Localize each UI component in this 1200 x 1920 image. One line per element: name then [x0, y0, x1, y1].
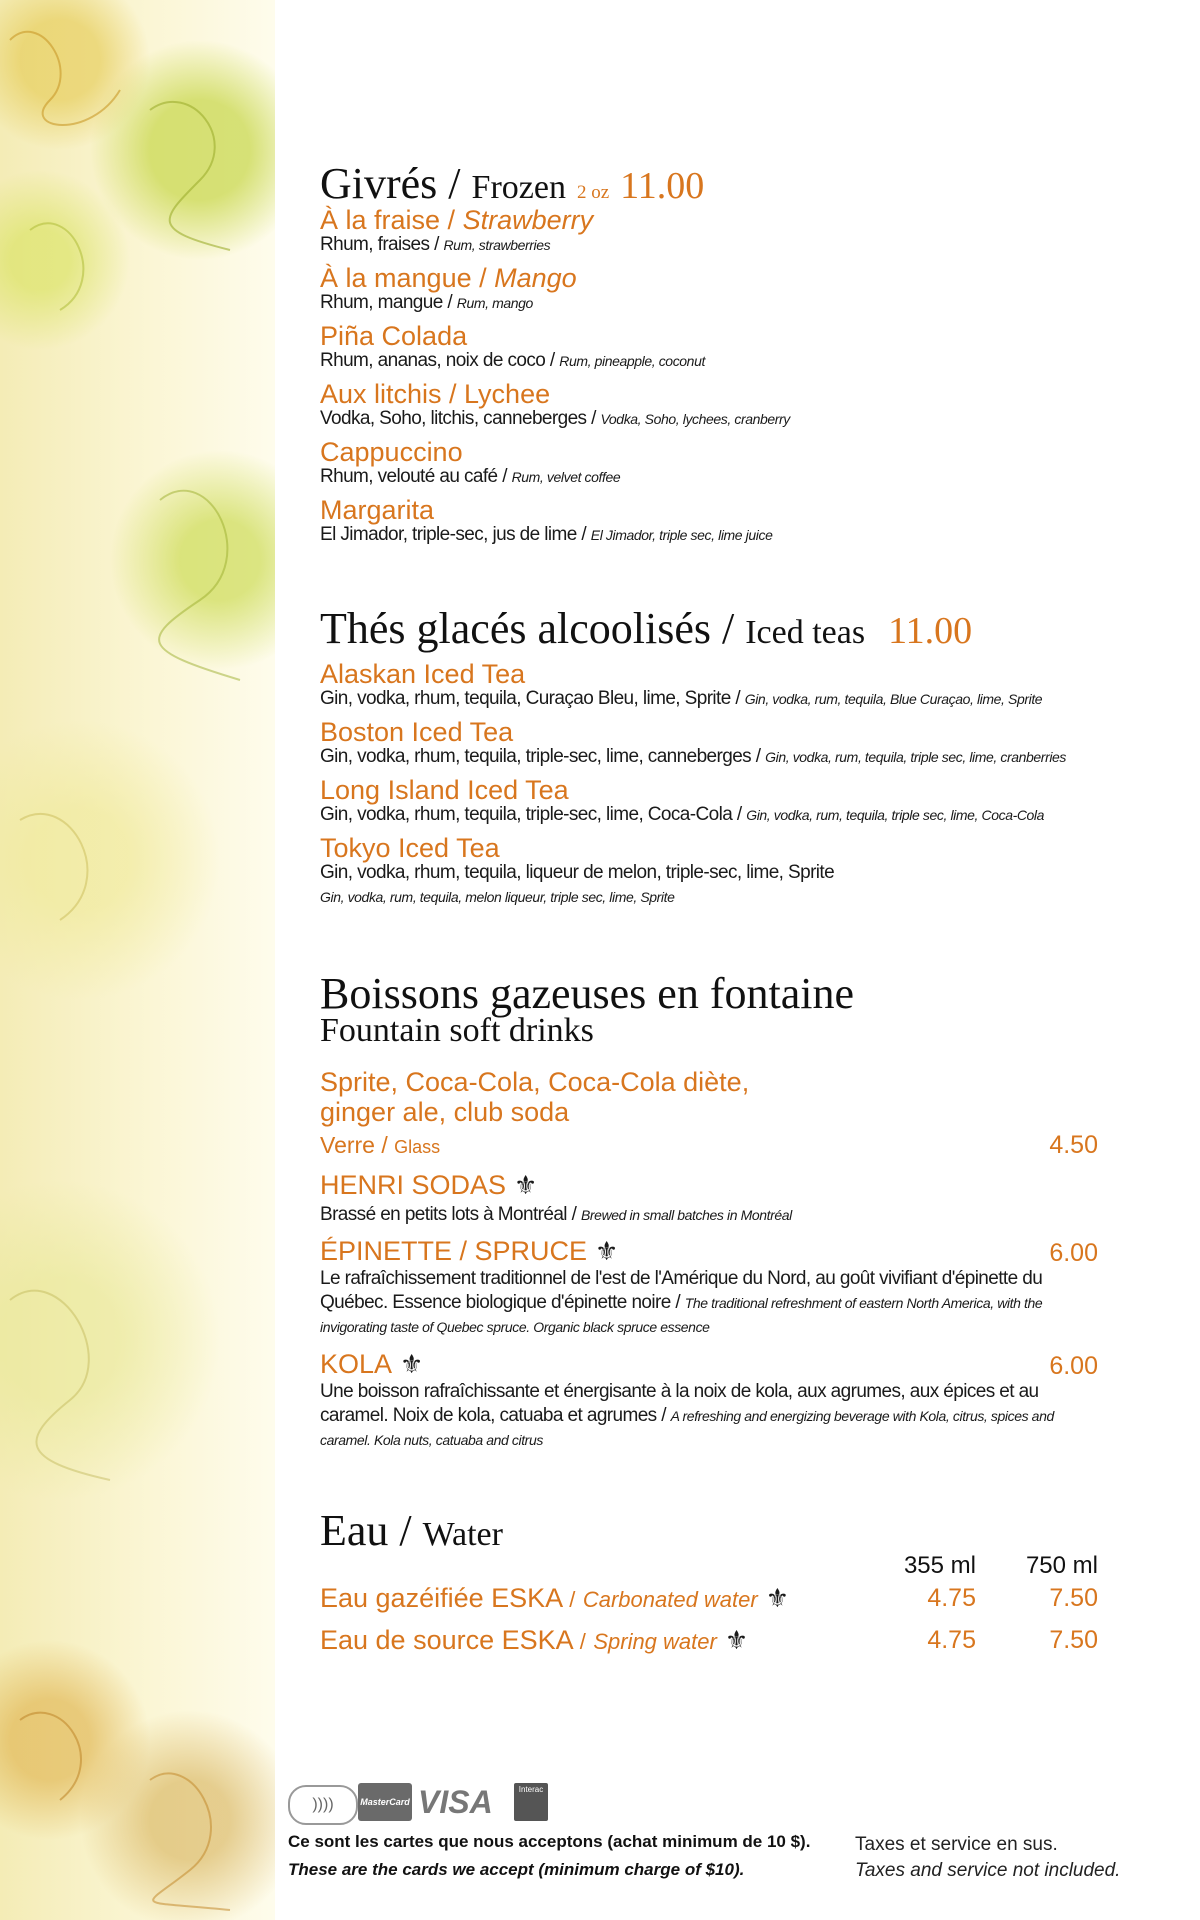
desc-fr: Le rafraîchissement traditionnel de l'est de l'Amérique du Nord, au goût vivifiant d'épinette du Québec. Essence biologique d'épinette noire /: [320, 1268, 1043, 1313]
fleur-de-lis-icon: ⚜: [595, 1236, 619, 1266]
desc-fr: Rhum, ananas, noix de coco /: [320, 350, 555, 371]
water-row: [320, 1583, 789, 1614]
frozen-item-title: [320, 263, 577, 294]
desc-en: Rum, strawberries: [443, 237, 551, 253]
desc-en: Gin, vodka, rum, tequila, Blue Curaçao, lime, Sprite: [744, 691, 1043, 707]
item-name-fr: À la mangue /: [320, 263, 487, 293]
kola-name: KOLA: [320, 1349, 393, 1379]
section-title-soft-drinks: Boissons gazeuses en fontaine: [320, 969, 854, 1018]
henri-sodas-desc: [320, 1204, 792, 1226]
water-title-en: Water: [422, 1516, 503, 1553]
frozen-item-title: [320, 379, 550, 410]
desc-en: Rum, mango: [456, 295, 533, 311]
section-title-water: [320, 1505, 503, 1556]
henri-sodas-title: [320, 1170, 537, 1201]
iced-tea-desc-en: [320, 886, 675, 908]
frozen-item-desc: [320, 234, 550, 256]
glass-en: Glass: [394, 1137, 441, 1157]
item-name-fr: Aux litchis / Lychee: [320, 379, 551, 409]
frozen-item-desc: [320, 350, 705, 372]
desc-en: Rum, velvet coffee: [511, 469, 621, 485]
desc-en: Gin, vodka, rum, tequila, triple sec, lime, Coca-Cola: [746, 807, 1045, 823]
section-title-frozen: [320, 158, 704, 209]
frozen-item-title: [320, 437, 463, 468]
water-price-750: 7.50: [1049, 1626, 1098, 1654]
frozen-price: 11.00: [620, 165, 705, 207]
desc-en: Gin, vodka, rum, tequila, triple sec, lime, cranberries: [765, 749, 1067, 765]
desc-fr: Une boisson rafraîchissante et énergisante à la noix de kola, aux agrumes, aux épices et au caramel. Noix de kola, catuaba et agrumes /: [320, 1381, 1039, 1426]
glass-label: [320, 1132, 440, 1159]
desc-en: A refreshing and energizing beverage with Kola, citrus, spices and caramel. Kola nuts, catuaba and citrus: [320, 1408, 1054, 1448]
henri-name: HENRI SODAS: [320, 1170, 507, 1200]
frozen-item-title: [320, 321, 467, 352]
frozen-item-desc: [320, 292, 533, 314]
iced-tea-desc: [320, 804, 1044, 826]
item-name-en: Mango: [494, 263, 577, 293]
water-name-fr: Eau de source ESKA: [320, 1625, 573, 1655]
desc-fr: Brassé en petits lots à Montréal /: [320, 1204, 577, 1225]
iced-tea-name: Long Island Iced Tea: [320, 775, 569, 805]
tax-note-en: Taxes and service not included.: [855, 1860, 1121, 1881]
desc-en: The traditional refreshment of eastern North America, with the invigorating taste of Quebec spruce. Organic black spruce essence: [320, 1295, 1043, 1335]
spruce-name: ÉPINETTE / SPRUCE: [320, 1236, 588, 1266]
fleur-de-lis-icon: ⚜: [724, 1625, 749, 1655]
glass-price: 4.50: [1049, 1131, 1098, 1159]
cards-note-fr: Ce sont les cartes que nous acceptons (achat minimum de 10 $).: [288, 1832, 811, 1851]
desc-en: Vodka, Soho, lychees, cranberry: [600, 411, 790, 427]
iced-teas-title-fr: Thés glacés alcoolisés /: [320, 604, 735, 653]
item-name-en: Strawberry: [462, 205, 594, 235]
frozen-item-desc: [320, 524, 772, 546]
iced-tea-name: Boston Iced Tea: [320, 717, 514, 747]
water-name-fr: Eau gazéifiée ESKA: [320, 1583, 562, 1613]
frozen-size: 2 oz: [576, 182, 610, 203]
fountain-list-line1: Sprite, Coca-Cola, Coca-Cola diète,: [320, 1067, 750, 1097]
desc-fr: Rhum, mangue /: [320, 292, 453, 313]
fleur-de-lis-icon: ⚜: [514, 1170, 538, 1200]
kola-desc: [320, 1380, 1100, 1452]
section-title-iced-teas: [320, 603, 972, 654]
contactless-icon: )))): [288, 1785, 358, 1825]
spruce-price: 6.00: [1049, 1239, 1098, 1267]
desc-fr: Gin, vodka, rhum, tequila, triple-sec, lime, Coca-Cola /: [320, 804, 742, 825]
water-col-750: 750 ml: [1025, 1552, 1098, 1579]
spruce-title: [320, 1236, 618, 1267]
water-price-355: 4.75: [927, 1584, 976, 1612]
iced-tea-desc-fr: Gin, vodka, rhum, tequila, liqueur de melon, triple-sec, lime, Sprite: [320, 862, 835, 883]
fleur-de-lis-icon: ⚜: [765, 1583, 790, 1613]
item-name-fr: Cappuccino: [320, 437, 463, 467]
glass-fr: Verre /: [320, 1132, 388, 1158]
desc-en: El Jimador, triple sec, lime juice: [590, 527, 773, 543]
desc-fr: Rhum, velouté au café /: [320, 466, 507, 487]
desc-en: Gin, vodka, rum, tequila, melon liqueur, triple sec, lime, Sprite: [320, 889, 675, 905]
frozen-item-desc: [320, 466, 620, 488]
decorative-sidebar: [0, 0, 275, 1920]
iced-teas-price: 11.00: [888, 610, 973, 652]
water-col-355: 355 ml: [903, 1552, 976, 1579]
mastercard-logo: MasterCard: [358, 1783, 412, 1821]
desc-fr: Vodka, Soho, litchis, canneberges /: [320, 408, 596, 429]
floral-pattern: [0, 0, 275, 1920]
item-name-fr: Piña Colada: [320, 321, 468, 351]
water-row: [320, 1625, 748, 1656]
frozen-title-fr: Givrés /: [320, 159, 461, 208]
section-subtitle-soft-drinks: Fountain soft drinks: [320, 1012, 594, 1049]
iced-tea-desc: [320, 746, 1066, 768]
iced-tea-name: Alaskan Iced Tea: [320, 659, 526, 689]
tax-note-fr: Taxes et service en sus.: [855, 1834, 1058, 1855]
kola-price: 6.00: [1049, 1352, 1098, 1380]
desc-en: Brewed in small batches in Montréal: [580, 1207, 792, 1223]
iced-tea-desc: [320, 688, 1042, 710]
desc-en: Rum, pineapple, coconut: [559, 353, 705, 369]
desc-fr: Gin, vodka, rhum, tequila, Curaçao Bleu, lime, Sprite /: [320, 688, 741, 709]
water-title-fr: Eau /: [320, 1506, 412, 1555]
desc-fr: Rhum, fraises /: [320, 234, 439, 255]
water-name-en: Carbonated water: [582, 1587, 758, 1612]
iced-tea-name: Tokyo Iced Tea: [320, 833, 500, 863]
frozen-item-title: [320, 495, 434, 526]
cards-note-en: These are the cards we accept (minimum charge of $10).: [288, 1860, 745, 1879]
frozen-title-en: Frozen: [471, 169, 566, 206]
spruce-desc: [320, 1267, 1100, 1339]
frozen-item-title: [320, 205, 593, 236]
water-name-en: Spring water: [593, 1629, 717, 1654]
item-name-fr: Margarita: [320, 495, 435, 525]
item-name-fr: À la fraise /: [320, 205, 456, 235]
visa-logo: VISA: [418, 1784, 493, 1820]
fountain-list-line2: ginger ale, club soda: [320, 1097, 570, 1127]
interac-logo: Interac: [514, 1783, 548, 1821]
water-price-750: 7.50: [1049, 1584, 1098, 1612]
desc-fr: El Jimador, triple-sec, jus de lime /: [320, 524, 587, 545]
iced-teas-title-en: Iced teas: [745, 614, 866, 651]
separator: /: [569, 1587, 576, 1612]
separator: /: [579, 1629, 586, 1654]
desc-fr: Gin, vodka, rhum, tequila, triple-sec, lime, canneberges /: [320, 746, 761, 767]
frozen-item-desc: [320, 408, 790, 430]
kola-title: [320, 1349, 423, 1380]
fleur-de-lis-icon: ⚜: [400, 1349, 424, 1379]
water-price-355: 4.75: [927, 1626, 976, 1654]
